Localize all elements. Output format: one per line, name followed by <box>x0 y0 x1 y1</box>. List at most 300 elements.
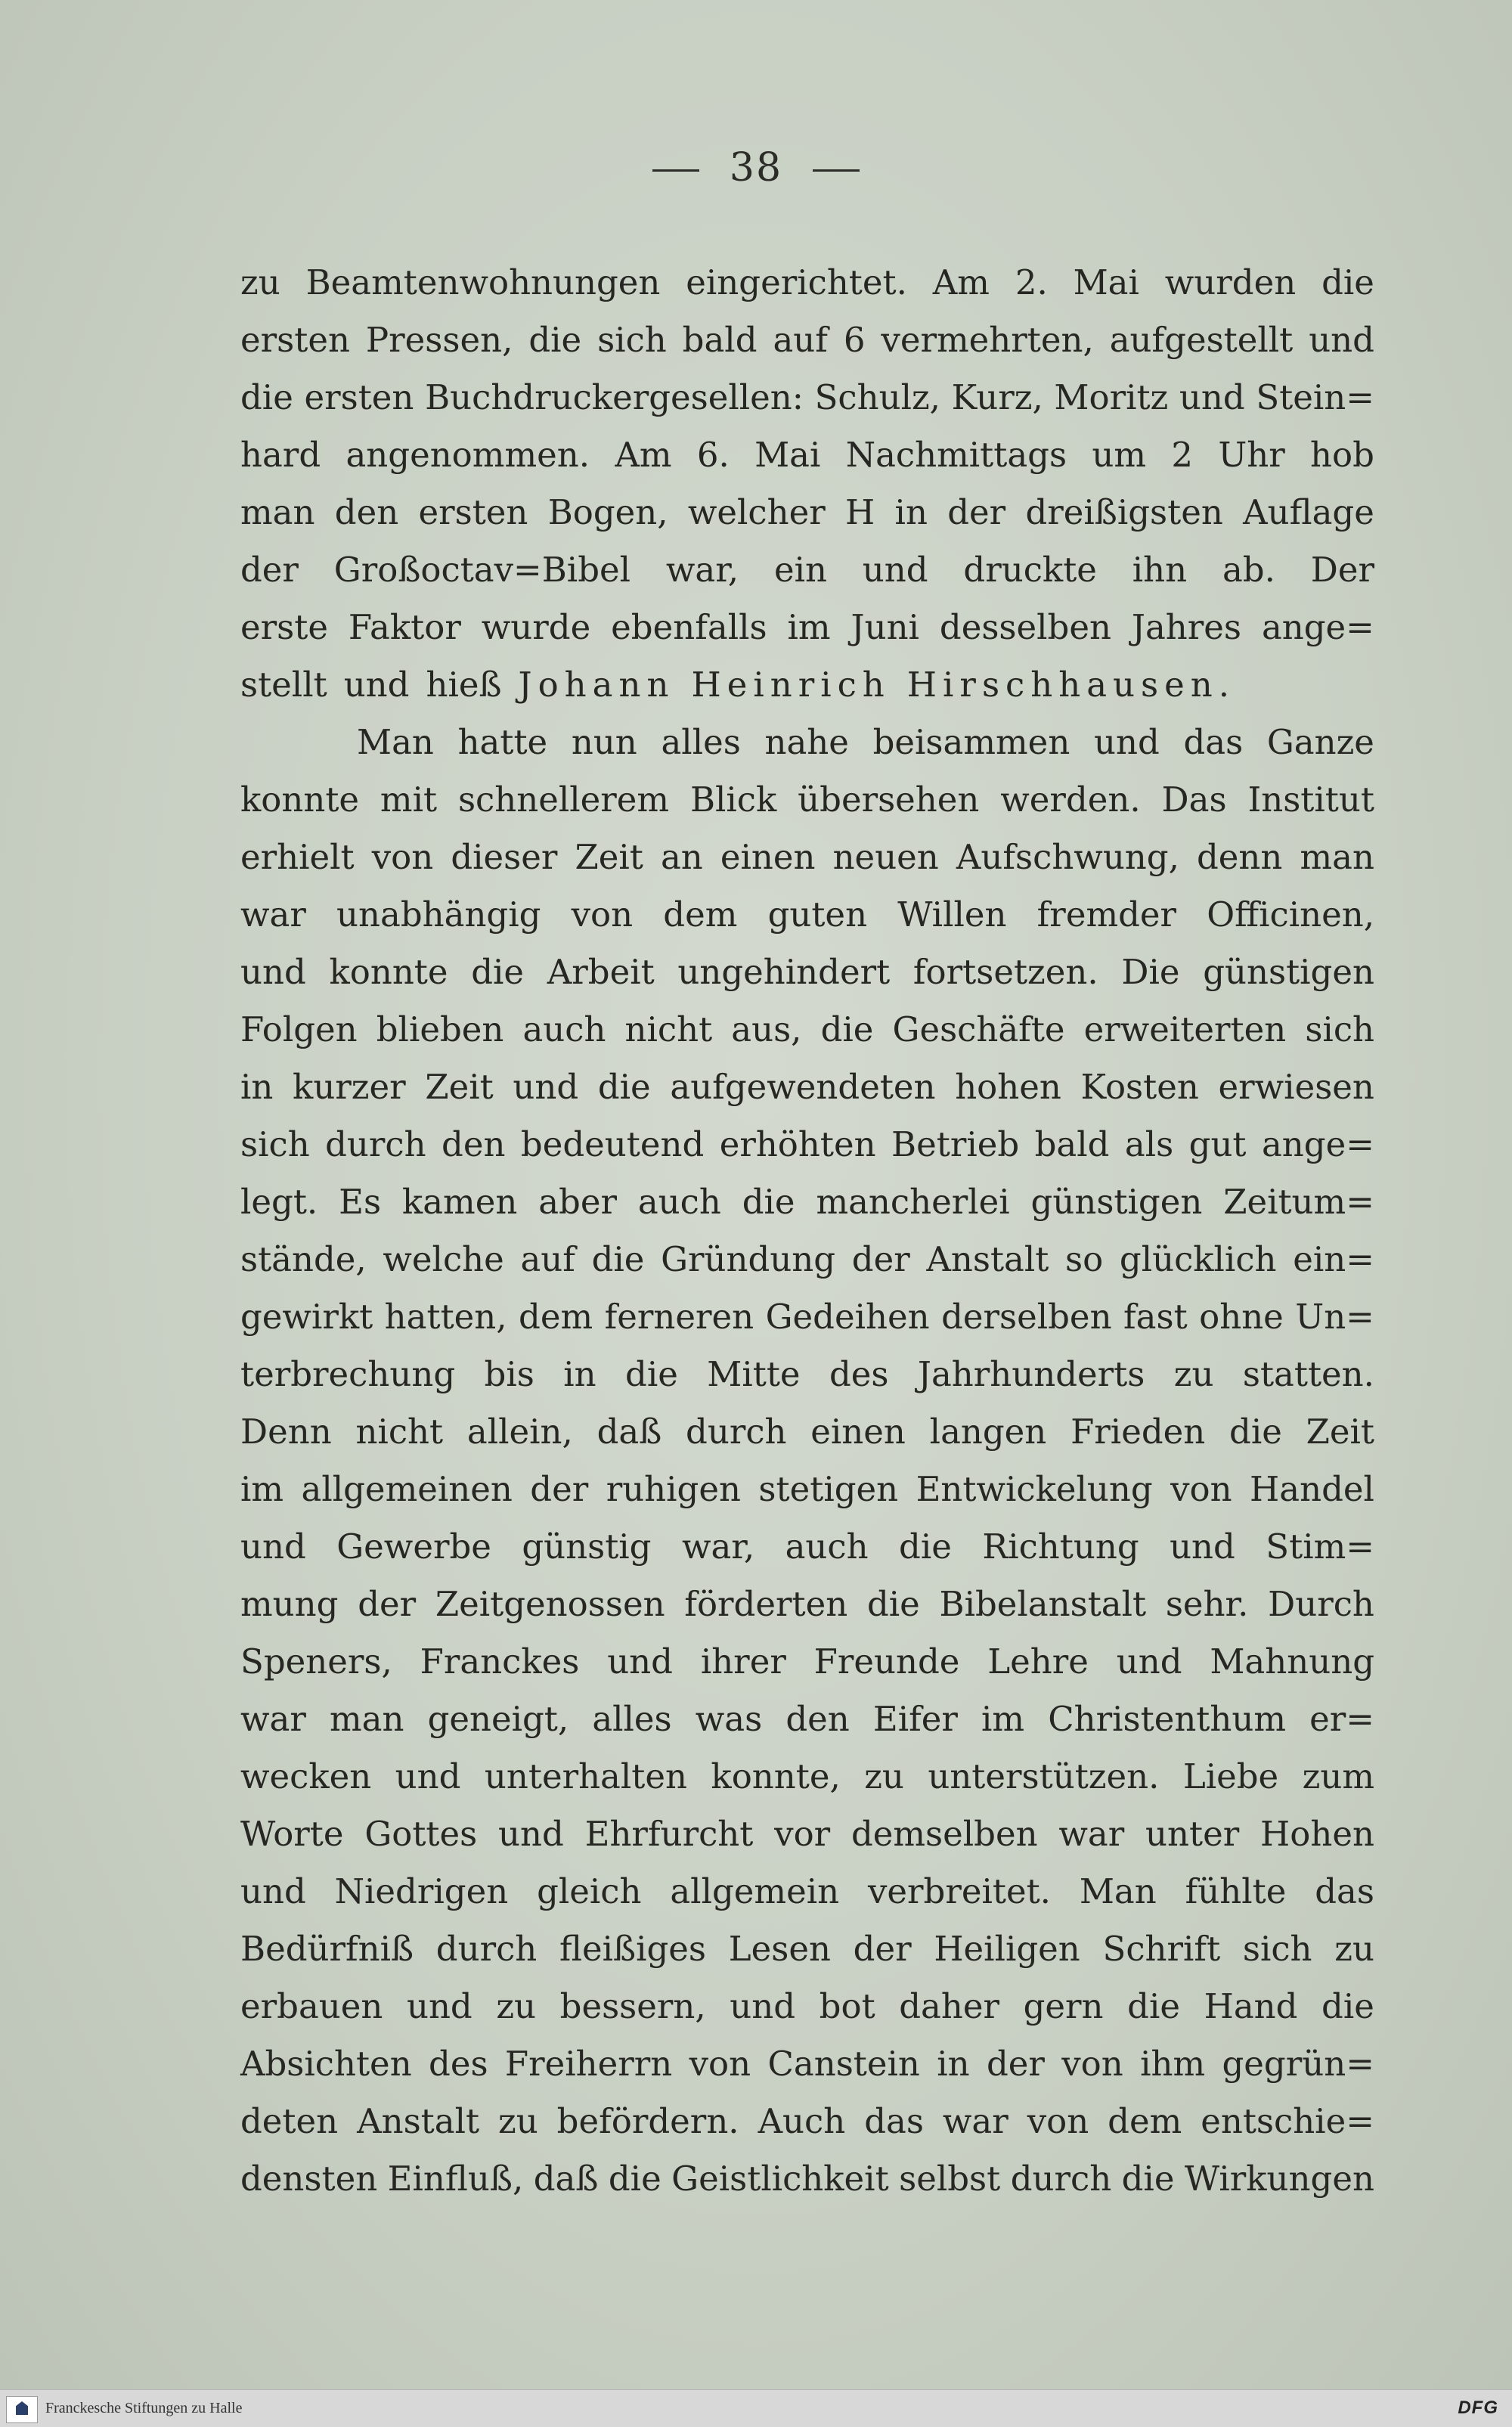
text-word: günstigen <box>1203 952 1374 992</box>
text-word: Die <box>1121 952 1180 992</box>
text-word: Frieden <box>1070 1412 1206 1452</box>
text-line <box>240 1863 1374 1920</box>
text-word: terbrechung <box>240 1354 456 1394</box>
text-word: erwiesen <box>1218 1067 1374 1107</box>
text-word: Willen <box>897 894 1007 935</box>
text-word: einen <box>720 837 816 877</box>
text-word: hatte <box>457 722 548 762</box>
text-line <box>240 2035 1374 2093</box>
text-word: das <box>1315 1871 1374 1911</box>
text-word: Bibelanstalt <box>939 1584 1147 1624</box>
text-word: Stim= <box>1266 1527 1374 1567</box>
text-word: günstig <box>522 1527 652 1567</box>
text-word: Heiligen <box>934 1929 1080 1969</box>
text-line <box>240 1403 1374 1461</box>
text-line <box>240 1116 1374 1173</box>
text-word: bald <box>682 320 758 360</box>
text-word: Gottes <box>364 1814 478 1854</box>
text-word: aufgestellt <box>1109 320 1294 360</box>
text-word: bis <box>484 1354 534 1394</box>
text-word: gegrün= <box>1222 2044 1374 2084</box>
text-word: und <box>498 1814 564 1854</box>
text-word: der <box>947 492 1006 532</box>
text-word: langen <box>929 1412 1047 1452</box>
text-word: konnte <box>240 780 360 820</box>
text-word: Geistlichkeit <box>671 2159 889 2199</box>
text-word: Aufschwung, <box>956 837 1179 877</box>
text-word: im <box>787 607 831 647</box>
text-word: Christenthum <box>1048 1699 1287 1739</box>
text-word: nicht <box>624 1009 713 1049</box>
text-word: von <box>1170 1469 1232 1509</box>
text-word: dem <box>519 1297 593 1337</box>
text-word: Schrift <box>1102 1929 1221 1969</box>
text-word: zu <box>1173 1354 1214 1394</box>
text-line <box>240 1806 1374 1863</box>
text-word: dieser <box>451 837 558 877</box>
text-word: unabhängig <box>336 894 541 935</box>
text-word: nun <box>571 722 637 762</box>
text-word: Anstalt <box>926 1239 1049 1279</box>
text-word: schnellerem <box>457 780 670 820</box>
text-word: mancherlei <box>816 1182 1010 1222</box>
text-line <box>240 1461 1374 1518</box>
text-word: Ehrfurcht <box>584 1814 754 1854</box>
text-word: in <box>937 2044 970 2084</box>
text-word: mit <box>380 780 438 820</box>
text-word: 6. <box>696 435 730 475</box>
text-word: Niedrigen <box>334 1871 509 1911</box>
text-word: 2 <box>1171 435 1193 475</box>
text-word: Jahres <box>1131 607 1241 647</box>
text-line <box>240 541 1374 599</box>
text-word: Auch <box>758 2101 846 2141</box>
text-word: die <box>591 1239 645 1279</box>
text-word: erste <box>240 607 328 647</box>
text-word: Officinen, <box>1207 894 1374 935</box>
text-word: Man <box>1079 1871 1157 1911</box>
text-word: des <box>829 1354 889 1394</box>
text-word: im <box>981 1699 1025 1739</box>
text-word: Anstalt <box>357 2101 480 2141</box>
text-word: den <box>442 1124 506 1164</box>
text-word: angenommen. <box>345 435 590 475</box>
text-line <box>240 771 1374 829</box>
text-word: aber <box>538 1182 617 1222</box>
text-word: gewirkt <box>240 1297 373 1337</box>
text-word: von <box>571 894 634 935</box>
text-word: stände, <box>240 1239 367 1279</box>
text-word: gleich <box>537 1871 642 1911</box>
text-word: der <box>530 1469 589 1509</box>
text-word: die <box>528 320 582 360</box>
text-word: Buchdruckergesellen: <box>425 377 804 417</box>
text-word: wurde <box>481 607 591 647</box>
text-word: und <box>513 1067 579 1107</box>
text-word: Blick <box>689 780 777 820</box>
text-word: Un= <box>1295 1297 1374 1337</box>
text-word: auch <box>785 1527 869 1567</box>
text-word: aufgewendeten <box>670 1067 936 1107</box>
text-word: ersten <box>418 492 528 532</box>
text-word: was <box>695 1699 763 1739</box>
text-line <box>240 254 1374 312</box>
text-word: von <box>689 2044 751 2084</box>
text-word: und <box>240 1871 306 1911</box>
text-word: statten. <box>1242 1354 1374 1394</box>
text-word: dem <box>1108 2101 1182 2141</box>
text-word: Mahnung <box>1210 1641 1374 1682</box>
text-word: allein, <box>466 1412 573 1452</box>
text-line <box>240 2093 1374 2150</box>
text-word: vermehrten, <box>881 320 1094 360</box>
text-word: kamen <box>401 1182 518 1222</box>
text-word: Betrieb <box>891 1124 1020 1164</box>
text-word: zu <box>496 1986 537 2026</box>
text-word: Denn <box>240 1412 332 1452</box>
text-word: Lehre <box>987 1641 1089 1682</box>
text-word: selbst <box>899 2159 1001 2199</box>
text-word: war <box>240 894 306 935</box>
text-word: stellt <box>240 665 327 705</box>
text-line <box>240 1633 1374 1691</box>
text-line <box>240 1288 1374 1346</box>
text-word: fortsetzen. <box>912 952 1098 992</box>
text-word: durch <box>1010 2159 1112 2199</box>
text-word: geneigt, <box>427 1699 569 1739</box>
text-word: allgemeinen <box>301 1469 513 1509</box>
text-word: Kurz, <box>951 377 1043 417</box>
text-word: derselben <box>941 1297 1112 1337</box>
text-word: 2. <box>1015 262 1048 302</box>
text-word: des <box>429 2044 488 2084</box>
text-word: der <box>358 1584 417 1624</box>
text-word: Freiherrn <box>504 2044 673 2084</box>
text-word: von <box>1027 2101 1089 2141</box>
text-word: welcher <box>687 492 826 532</box>
text-word: hob <box>1310 435 1374 475</box>
text-word: vor <box>774 1814 831 1854</box>
text-word: ange= <box>1261 607 1374 647</box>
text-word: bald <box>1034 1124 1110 1164</box>
text-word: Kosten <box>1080 1067 1199 1107</box>
text-word: und <box>730 1986 796 2026</box>
text-word: Großoctav=Bibel <box>333 550 631 590</box>
text-word: der <box>853 1929 912 1969</box>
text-word: Canstein <box>767 2044 920 2084</box>
text-word: Handel <box>1250 1469 1374 1509</box>
text-word: stetigen <box>758 1469 899 1509</box>
body-text <box>240 254 1374 2208</box>
text-word: daß <box>596 1412 662 1452</box>
text-word: Durch <box>1268 1584 1374 1624</box>
text-line <box>240 1173 1374 1231</box>
text-word: zum <box>1302 1756 1374 1796</box>
text-line <box>240 2150 1374 2208</box>
text-word: konnte <box>329 952 448 992</box>
text-word: Faktor <box>348 607 461 647</box>
text-word: und <box>1309 320 1374 360</box>
text-word: unterstützen. <box>928 1756 1160 1796</box>
text-word: Worte <box>240 1814 344 1854</box>
text-word: zu <box>864 1756 904 1796</box>
text-word: Zeit <box>575 837 643 877</box>
text-word: Hirschhausen. <box>906 665 1236 705</box>
text-word: 6 <box>843 320 866 360</box>
text-word: ruhigen <box>606 1469 741 1509</box>
text-word: Richtung <box>982 1527 1139 1567</box>
text-word: er= <box>1309 1699 1374 1739</box>
text-word: densten <box>240 2159 378 2199</box>
text-line <box>240 599 1374 656</box>
text-word: Zeitgenossen <box>435 1584 665 1624</box>
text-word: Uhr <box>1218 435 1285 475</box>
text-word: Eifer <box>872 1699 958 1739</box>
footer-bar <box>0 2389 1512 2427</box>
text-word: hard <box>240 435 321 475</box>
text-word: unter <box>1145 1814 1240 1854</box>
text-word: die <box>1229 1412 1282 1452</box>
page-number-dash-left <box>652 169 699 172</box>
text-word: hatten, <box>384 1297 507 1337</box>
text-word: den <box>785 1699 850 1739</box>
text-word: Es <box>339 1182 382 1222</box>
text-word: ohne <box>1199 1297 1284 1337</box>
text-word: war <box>240 1699 306 1739</box>
text-word: mung <box>240 1584 339 1624</box>
text-line <box>240 312 1374 369</box>
text-word: auf <box>773 320 828 360</box>
text-line <box>240 829 1374 886</box>
text-word: sich <box>1242 1929 1312 1969</box>
text-word: hohen <box>955 1067 1061 1107</box>
text-word: in <box>894 492 928 532</box>
text-word: auch <box>637 1182 721 1222</box>
text-word: fühlte <box>1185 1871 1287 1911</box>
text-word: ebenfalls <box>611 607 767 647</box>
text-word: denn <box>1197 837 1283 877</box>
text-word: Entwickelung <box>916 1469 1153 1509</box>
text-word: und <box>1170 1527 1235 1567</box>
text-line <box>240 1748 1374 1806</box>
text-word: ersten <box>304 377 414 417</box>
text-word: ihm <box>1140 2044 1206 2084</box>
text-word: hieß <box>426 665 502 705</box>
text-word: sehr. <box>1165 1584 1249 1624</box>
text-word: alles <box>592 1699 672 1739</box>
text-word: die <box>597 1067 651 1107</box>
text-word: dreißigsten <box>1025 492 1223 532</box>
text-word: Zeit <box>1306 1412 1374 1452</box>
text-word: die <box>1121 2159 1175 2199</box>
text-word: gut <box>1188 1124 1247 1164</box>
text-word: welche <box>383 1239 504 1279</box>
text-word: war, <box>665 550 739 590</box>
text-word: war <box>942 2101 1009 2141</box>
text-word: förderten <box>684 1584 848 1624</box>
text-word: Juni <box>850 607 919 647</box>
text-word: Lesen <box>728 1929 831 1969</box>
text-word: als <box>1124 1124 1174 1164</box>
text-word: zu <box>1334 1929 1374 1969</box>
text-word: durch <box>686 1412 787 1452</box>
text-word: Der <box>1310 550 1374 590</box>
text-word: Geschäfte <box>892 1009 1065 1049</box>
text-word: und <box>607 1641 673 1682</box>
text-word: Wirkungen <box>1184 2159 1374 2199</box>
text-word: ein <box>773 550 827 590</box>
text-line <box>240 1691 1374 1748</box>
text-word: nicht <box>355 1412 444 1452</box>
text-word: und <box>406 1986 472 2026</box>
text-word: einen <box>810 1412 906 1452</box>
text-word: guten <box>767 894 868 935</box>
text-word: Zeitum= <box>1223 1182 1374 1222</box>
text-word: und <box>1093 722 1160 762</box>
text-word: die <box>742 1182 795 1222</box>
text-word: man <box>329 1699 404 1739</box>
text-word: den <box>334 492 399 532</box>
text-word: Speners, <box>240 1641 392 1682</box>
text-word: Gewerbe <box>336 1527 491 1567</box>
dfg-logo: DFG <box>1458 2398 1498 2418</box>
text-word: Heinrich <box>691 665 891 705</box>
text-line <box>240 1001 1374 1059</box>
text-word: demselben <box>850 1814 1038 1854</box>
text-word: und <box>343 665 410 705</box>
text-word: eingerichtet. <box>686 262 907 302</box>
text-word: neuen <box>832 837 939 877</box>
text-word: der <box>240 550 299 590</box>
text-word: bedeutend <box>520 1124 705 1164</box>
text-word: das <box>1183 722 1244 762</box>
text-word: durch <box>325 1124 426 1164</box>
text-line <box>240 1231 1374 1288</box>
text-word: und <box>240 1527 306 1567</box>
text-word: Stein= <box>1256 377 1374 417</box>
text-word: Hand <box>1204 1986 1298 2026</box>
text-word: H <box>845 492 875 532</box>
text-word: Hohen <box>1260 1814 1374 1854</box>
text-line <box>240 1978 1374 2035</box>
text-word: Absichten <box>240 2044 412 2084</box>
text-line <box>240 1518 1374 1576</box>
text-word: kurzer <box>293 1067 406 1107</box>
text-word: zu <box>240 262 280 302</box>
text-word: übersehen <box>798 780 980 820</box>
page-number-value: 38 <box>729 145 783 191</box>
text-word: und <box>1179 377 1245 417</box>
text-word: gern <box>1023 1986 1104 2026</box>
text-word: von <box>371 837 434 877</box>
text-word: von <box>1061 2044 1123 2084</box>
text-word: aus, <box>731 1009 802 1049</box>
text-word: Schulz, <box>814 377 940 417</box>
text-word: fremder <box>1036 894 1177 935</box>
text-word: und <box>1116 1641 1182 1682</box>
text-word: wurden <box>1164 262 1297 302</box>
text-word: ungehindert <box>677 952 891 992</box>
text-word: man <box>240 492 315 532</box>
text-line <box>240 1059 1374 1116</box>
text-word: Am <box>615 435 672 475</box>
text-word: Das <box>1161 780 1227 820</box>
text-word: war <box>1058 1814 1125 1854</box>
text-word: Beamtenwohnungen <box>305 262 661 302</box>
text-word: ein= <box>1293 1239 1374 1279</box>
text-word: ange= <box>1261 1124 1374 1164</box>
text-word: dem <box>663 894 738 935</box>
text-word: beisammen <box>872 722 1070 762</box>
text-word: die <box>866 1584 920 1624</box>
text-word: Moritz <box>1054 377 1169 417</box>
text-word: Einfluß, <box>387 2159 524 2199</box>
text-word: konnte, <box>711 1756 841 1796</box>
text-word: desselben <box>939 607 1111 647</box>
text-word: Folgen <box>240 1009 358 1049</box>
footer-institution-label: Franckesche Stiftungen zu Halle <box>45 2400 243 2416</box>
text-word: erhielt <box>240 837 355 877</box>
text-word: Gründung <box>661 1239 836 1279</box>
page-number-dash-right <box>813 169 860 172</box>
text-word: druckte <box>963 550 1097 590</box>
text-word: günstigen <box>1030 1182 1203 1222</box>
text-word: die <box>608 2159 662 2199</box>
text-word: in <box>240 1067 274 1107</box>
text-word: blieben <box>376 1009 504 1049</box>
text-word: und <box>395 1756 461 1796</box>
text-word: fleißiges <box>559 1929 707 1969</box>
text-word: Zeit <box>425 1067 494 1107</box>
text-word: Bedürfniß <box>240 1929 414 1969</box>
text-word: im <box>240 1469 284 1509</box>
text-word: legt. <box>240 1182 318 1222</box>
text-word: allgemein <box>670 1871 840 1911</box>
text-word: ihrer <box>700 1641 786 1682</box>
text-word: an <box>660 837 703 877</box>
text-word: man <box>1300 837 1374 877</box>
text-word: erbauen <box>240 1986 383 2026</box>
text-word: so <box>1065 1239 1104 1279</box>
text-word: Nachmittags <box>845 435 1067 475</box>
text-word: alles <box>661 722 741 762</box>
text-word: unterhalten <box>484 1756 687 1796</box>
text-word: Jahrhunderts <box>917 1354 1145 1394</box>
text-word: Ganze <box>1266 722 1374 762</box>
text-word: Liebe <box>1182 1756 1279 1796</box>
text-word: Franckes <box>420 1641 580 1682</box>
text-word: die <box>1321 1986 1374 2026</box>
text-word: ihn <box>1132 550 1188 590</box>
text-word: verbreitet. <box>867 1871 1051 1911</box>
text-word: werden. <box>1000 780 1141 820</box>
text-word: auch <box>522 1009 606 1049</box>
text-word: die <box>1127 1986 1180 2026</box>
text-word: auf <box>520 1239 575 1279</box>
text-word: der <box>851 1239 910 1279</box>
text-word: Mitte <box>707 1354 801 1394</box>
text-word: bessern, <box>559 1986 706 2026</box>
text-word: daher <box>899 1986 1000 2026</box>
text-word: Mai <box>1073 262 1139 302</box>
text-word: die <box>1321 262 1374 302</box>
text-word: deten <box>240 2101 339 2141</box>
text-line <box>240 369 1374 426</box>
franckesche-stiftungen-logo-icon <box>6 2396 38 2423</box>
text-word: die <box>820 1009 874 1049</box>
text-word: daß <box>533 2159 599 2199</box>
text-word: erhöhten <box>719 1124 876 1164</box>
